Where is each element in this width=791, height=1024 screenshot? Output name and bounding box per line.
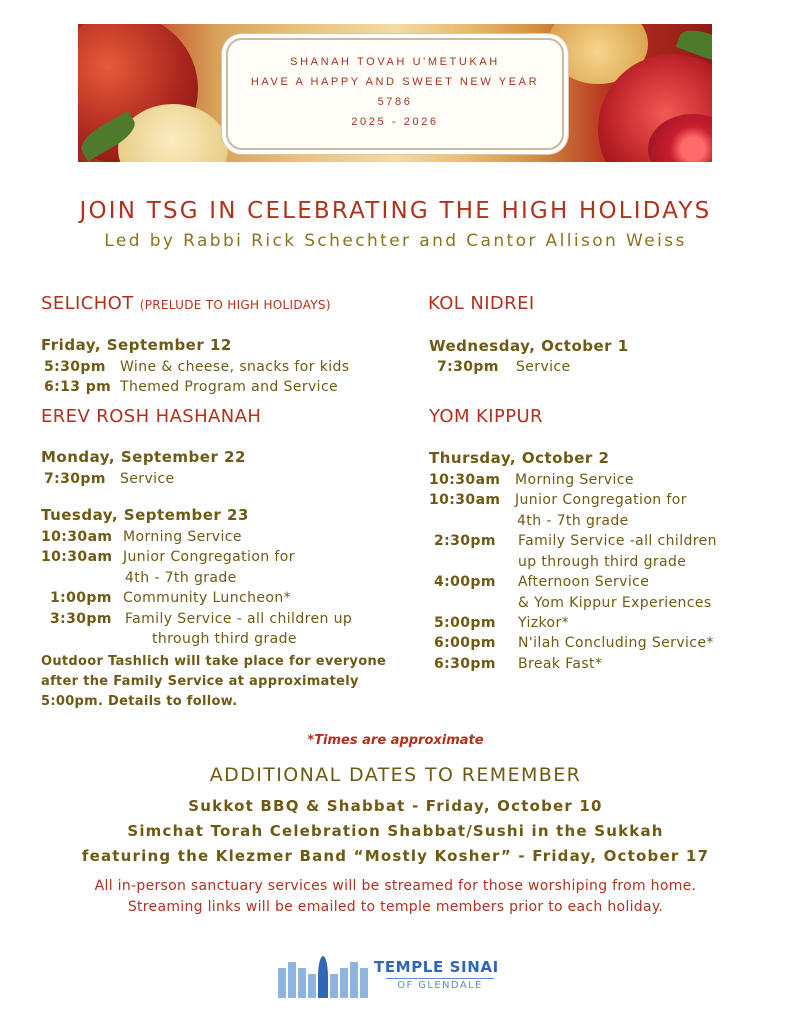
schedule-desc: Community Luncheon* <box>123 590 291 606</box>
logo-building-bar <box>340 968 348 998</box>
additional-date-line: Simchat Torah Celebration Shabbat/Sushi in the Sukkah <box>127 822 664 840</box>
schedule-desc: & Yom Kippur Experiences <box>518 595 712 611</box>
schedule-time: 7:30pm <box>437 359 499 375</box>
logo-building-bar <box>360 968 368 998</box>
page-title: JOIN TSG IN CELEBRATING THE HIGH HOLIDAYS <box>79 198 712 224</box>
schedule-time: 4:00pm <box>434 574 496 590</box>
civil-years: 2025 - 2026 <box>351 116 439 128</box>
schedule-time: 7:30pm <box>44 471 106 487</box>
tashlich-note: Outdoor Tashlich will take place for everyone after the Family Service at approximately 5:00pm. Details to follow. <box>41 654 387 709</box>
schedule-time: 1:00pm <box>50 590 112 606</box>
logo-building-bar <box>298 968 306 998</box>
logo-building-bar <box>330 974 338 998</box>
greeting-line: SHANAH TOVAH U'METUKAH <box>290 56 500 68</box>
additional-date-line: Sukkot BBQ & Shabbat - Friday, October 10 <box>188 797 603 815</box>
section-title-yom-kippur: YOM KIPPUR <box>429 406 543 427</box>
streaming-note: All in-person sanctuary services will be streamed for those worshiping from home. <box>94 878 697 894</box>
schedule-time: 10:30am <box>429 492 501 508</box>
schedule-desc: Junior Congregation for <box>123 549 295 565</box>
event-day: Monday, September 22 <box>41 448 246 466</box>
schedule-desc: Service <box>120 471 175 487</box>
temple-sinai-logo <box>278 950 508 998</box>
logo-building-bar <box>350 962 358 998</box>
schedule-desc: Wine & cheese, snacks for kids <box>120 359 350 375</box>
schedule-desc: 4th - 7th grade <box>517 513 629 529</box>
schedule-time: 5:00pm <box>434 615 496 631</box>
logo-subtitle: OF GLENDALE <box>386 978 494 991</box>
page-subtitle: Led by Rabbi Rick Schechter and Cantor Allison Weiss <box>104 231 687 251</box>
section-title-kol-nidrei: KOL NIDREI <box>428 293 535 314</box>
additional-dates-title: ADDITIONAL DATES TO REMEMBER <box>209 764 582 786</box>
section-subtitle: (PRELUDE TO HIGH HOLIDAYS) <box>139 298 331 312</box>
schedule-time: 2:30pm <box>434 533 496 549</box>
schedule-desc: Family Service - all children up <box>125 611 353 627</box>
times-approximate-note: *Times are approximate <box>307 733 484 748</box>
schedule-desc: Yizkor* <box>518 615 570 631</box>
schedule-time: 6:30pm <box>434 656 496 672</box>
hebrew-year: 5786 <box>377 96 413 108</box>
section-title-text: SELICHOT <box>41 293 134 314</box>
schedule-desc: Junior Congregation for <box>515 492 687 508</box>
logo-name: TEMPLE SINAI <box>374 958 499 976</box>
greeting-line: HAVE A HAPPY AND SWEET NEW YEAR <box>250 76 540 88</box>
logo-building-bar <box>288 962 296 998</box>
event-day: Wednesday, October 1 <box>429 337 629 355</box>
logo-building-bar <box>278 968 286 998</box>
schedule-desc: Afternoon Service <box>518 574 650 590</box>
streaming-note: Streaming links will be emailed to temple members prior to each holiday. <box>127 899 664 915</box>
schedule-time: 6:13 pm <box>44 379 112 395</box>
section-title-selichot <box>41 293 331 314</box>
schedule-time: 10:30am <box>41 549 113 565</box>
event-day: Friday, September 12 <box>41 336 232 354</box>
schedule-desc: Break Fast* <box>518 656 603 672</box>
additional-date-line: featuring the Klezmer Band “Mostly Kosher” - Friday, October 17 <box>81 847 710 865</box>
section-title-erev-rosh-hashanah: EREV ROSH HASHANAH <box>41 406 262 427</box>
schedule-desc: Service <box>516 359 571 375</box>
schedule-desc: up through third grade <box>518 554 687 570</box>
logo-building-bar <box>308 974 316 998</box>
event-day: Thursday, October 2 <box>429 449 610 467</box>
schedule-desc: 4th - 7th grade <box>125 570 237 586</box>
schedule-desc: through third grade <box>152 631 297 647</box>
schedule-time: 10:30am <box>429 472 501 488</box>
schedule-time: 3:30pm <box>50 611 112 627</box>
schedule-time: 5:30pm <box>44 359 106 375</box>
schedule-desc: N'ilah Concluding Service* <box>518 635 714 651</box>
schedule-desc: Morning Service <box>515 472 634 488</box>
schedule-desc: Family Service -all children <box>518 533 717 549</box>
header-banner <box>78 24 712 162</box>
schedule-time: 10:30am <box>41 529 113 545</box>
schedule-desc: Themed Program and Service <box>120 379 339 395</box>
schedule-desc: Morning Service <box>123 529 242 545</box>
event-day: Tuesday, September 23 <box>41 506 249 524</box>
flame-icon <box>318 956 328 998</box>
greeting-card <box>226 38 564 150</box>
schedule-time: 6:00pm <box>434 635 496 651</box>
